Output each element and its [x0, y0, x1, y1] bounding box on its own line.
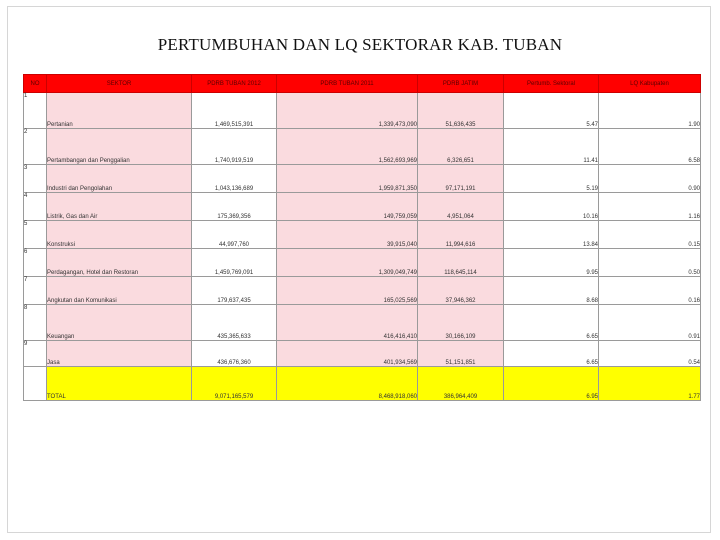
sector-cell: Keuangan	[47, 305, 192, 341]
pdrb-jatim-cell: 6,326,651	[418, 129, 504, 165]
total-lq-cell: 1.77	[599, 367, 701, 401]
pdrb-jatim-cell: 11,994,616	[418, 221, 504, 249]
pdrb-jatim-cell: 4,951,064	[418, 193, 504, 221]
total-pdrb-2011-cell: 8,468,918,060	[277, 367, 418, 401]
sector-cell: Industri dan Pengolahan	[47, 165, 192, 193]
sector-table	[23, 74, 701, 401]
growth-cell: 13.84	[504, 221, 599, 249]
page-title: PERTUMBUHAN DAN LQ SEKTORAR KAB. TUBAN	[157, 35, 563, 54]
pdrb-jatim-cell: 51,636,435	[418, 93, 504, 129]
no-cell: 9	[24, 341, 47, 367]
pdrb-jatim-cell: 30,166,109	[418, 305, 504, 341]
growth-cell: 10.16	[504, 193, 599, 221]
lq-cell: 0.90	[599, 165, 701, 193]
no-cell: 6	[24, 249, 47, 277]
pdrb-jatim-cell: 51,151,851	[418, 341, 504, 367]
growth-cell: 6.65	[504, 341, 599, 367]
total-row	[24, 367, 701, 401]
no-cell: 7	[24, 277, 47, 305]
pdrb-2011-cell: 1,562,693,969	[277, 129, 418, 165]
growth-cell: 5.19	[504, 165, 599, 193]
total-pdrb-2012-cell: 9,071,165,579	[192, 367, 277, 401]
lq-cell: 6.58	[599, 129, 701, 165]
sector-cell: Angkutan dan Komunikasi	[47, 277, 192, 305]
pdrb-2011-cell: 39,915,040	[277, 221, 418, 249]
pdrb-2012-cell: 1,043,136,689	[192, 165, 277, 193]
table-row	[24, 165, 701, 193]
sector-cell: Konstruksi	[47, 221, 192, 249]
pdrb-2011-cell: 165,025,569	[277, 277, 418, 305]
pdrb-2011-cell: 416,416,410	[277, 305, 418, 341]
pdrb-2012-cell: 1,469,515,391	[192, 93, 277, 129]
no-cell: 2	[24, 129, 47, 165]
table-row	[24, 193, 701, 221]
sector-cell: Pertanian	[47, 93, 192, 129]
table-row	[24, 129, 701, 165]
pdrb-2011-cell: 1,339,473,090	[277, 93, 418, 129]
no-cell: 8	[24, 305, 47, 341]
col-header-sector: SEKTOR	[47, 75, 192, 93]
pdrb-jatim-cell: 97,171,191	[418, 165, 504, 193]
pdrb-2011-cell: 401,934,569	[277, 341, 418, 367]
pdrb-2012-cell: 44,997,760	[192, 221, 277, 249]
table-row	[24, 249, 701, 277]
table-row	[24, 221, 701, 249]
col-header-pdrb-2012: PDRB TUBAN 2012	[192, 75, 277, 93]
growth-cell: 6.65	[504, 305, 599, 341]
col-header-pdrb-jatim: PDRB JATIM	[418, 75, 504, 93]
col-header-pdrb-2011: PDRB TUBAN 2011	[277, 75, 418, 93]
total-pdrb-jatim-cell: 386,964,409	[418, 367, 504, 401]
table-row	[24, 277, 701, 305]
pdrb-2011-cell: 1,959,871,350	[277, 165, 418, 193]
pdrb-2011-cell: 149,759,059	[277, 193, 418, 221]
sector-cell: Pertambangan dan Penggalian	[47, 129, 192, 165]
growth-cell: 9.95	[504, 249, 599, 277]
total-no-cell	[24, 367, 47, 401]
sector-cell: Jasa	[47, 341, 192, 367]
pdrb-2012-cell: 1,740,919,519	[192, 129, 277, 165]
pdrb-2012-cell: 179,637,435	[192, 277, 277, 305]
lq-cell: 0.16	[599, 277, 701, 305]
growth-cell: 5.47	[504, 93, 599, 129]
sector-cell: Perdagangan, Hotel dan Restoran	[47, 249, 192, 277]
pdrb-2011-cell: 1,309,049,749	[277, 249, 418, 277]
pdrb-2012-cell: 1,459,769,091	[192, 249, 277, 277]
lq-cell: 0.54	[599, 341, 701, 367]
no-cell: 4	[24, 193, 47, 221]
lq-cell: 0.15	[599, 221, 701, 249]
lq-cell: 0.50	[599, 249, 701, 277]
no-cell: 1	[24, 93, 47, 129]
lq-cell: 1.16	[599, 193, 701, 221]
lq-cell: 1.90	[599, 93, 701, 129]
header-row	[24, 75, 701, 93]
growth-cell: 11.41	[504, 129, 599, 165]
table-row	[24, 341, 701, 367]
lq-cell: 0.91	[599, 305, 701, 341]
pdrb-jatim-cell: 37,946,362	[418, 277, 504, 305]
total-growth-cell: 6.95	[504, 367, 599, 401]
table-row	[24, 93, 701, 129]
col-header-no: NO	[24, 75, 47, 93]
pdrb-jatim-cell: 118,645,114	[418, 249, 504, 277]
table-row	[24, 305, 701, 341]
pdrb-2012-cell: 435,365,633	[192, 305, 277, 341]
growth-cell: 8.68	[504, 277, 599, 305]
pdrb-2012-cell: 436,676,360	[192, 341, 277, 367]
no-cell: 3	[24, 165, 47, 193]
total-sector-cell: TOTAL	[47, 367, 192, 401]
sector-cell: Listrik, Gas dan Air	[47, 193, 192, 221]
col-header-lq: LQ Kabupaten	[599, 75, 701, 93]
pdrb-2012-cell: 175,369,356	[192, 193, 277, 221]
no-cell: 5	[24, 221, 47, 249]
col-header-growth: Pertumb. Sektoral	[504, 75, 599, 93]
